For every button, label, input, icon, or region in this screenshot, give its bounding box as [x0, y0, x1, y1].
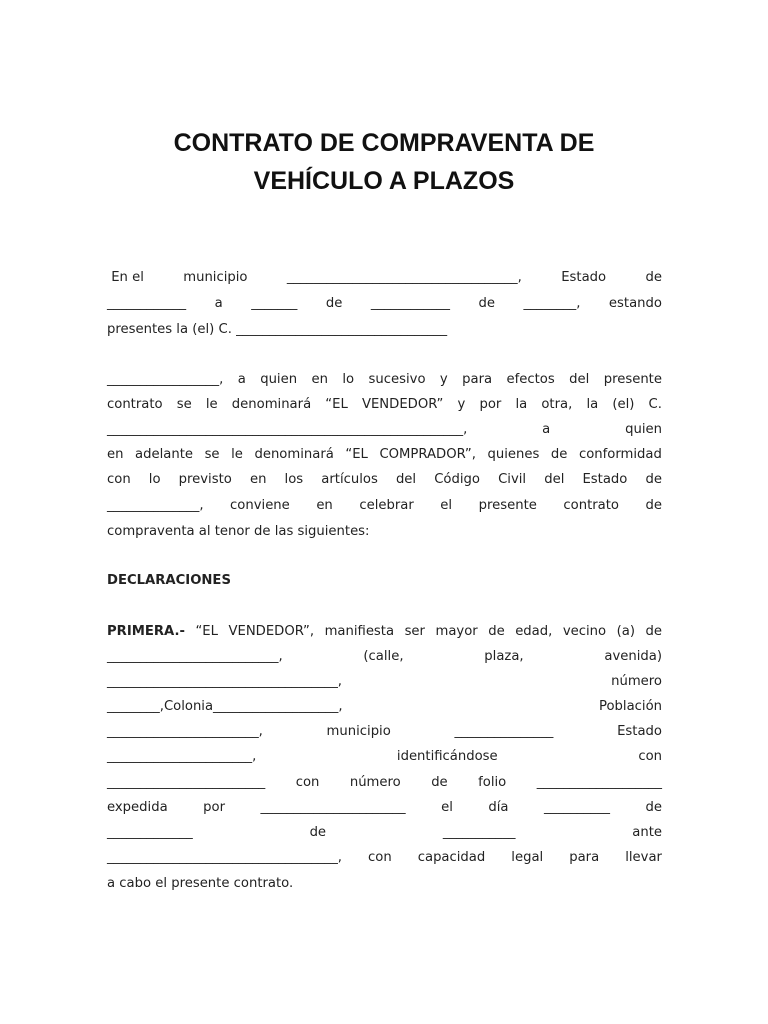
paragraph-1-line-3: presentes la (el) C. ________________________________	[107, 322, 448, 337]
paragraph-2-line-4: en adelante se le denominará “EL COMPRADOR”, quienes de conformidad	[107, 447, 662, 462]
primera-line-8: expedida por ______________________ el día __________ de	[107, 800, 662, 815]
primera-line-5: _______________________, municipio _______________ Estado	[107, 724, 662, 739]
paragraph-2-line-7: compraventa al tenor de las siguientes:	[107, 524, 370, 539]
declaraciones-heading: DECLARACIONES	[107, 573, 231, 588]
paragraph-1-line-1: En el municipio ___________________________________, Estado de	[107, 270, 662, 285]
paragraph-2-line-6: ______________, conviene en celebrar el presente contrato de	[107, 498, 662, 513]
primera-line-10: ___________________________________, con capacidad legal para llevar	[107, 850, 662, 865]
primera-line-11: a cabo el presente contrato.	[107, 876, 294, 891]
primera-line-4: ________,Colonia___________________, Población	[107, 699, 662, 714]
paragraph-2-line-1: _________________, a quien en lo sucesivo y para efectos del presente	[107, 372, 662, 387]
document-title	[0, 124, 768, 200]
primera-line-6: ______________________, identificándose con	[107, 749, 662, 764]
paragraph-2-line-2: contrato se le denominará “EL VENDEDOR” y por la otra, la (el) C.	[107, 397, 662, 412]
primera-line-2: __________________________, (calle, plaza, avenida)	[107, 649, 662, 664]
primera-line-7: ________________________ con número de folio ___________________	[107, 775, 662, 790]
paragraph-1-line-2: ____________ a _______ de ____________ de ________, estando	[107, 296, 662, 311]
primera-line-3: ___________________________________, número	[107, 674, 662, 689]
primera-line-1: PRIMERA.- “EL VENDEDOR”, manifiesta ser mayor de edad, vecino (a) de	[107, 624, 662, 644]
title-line-2: VEHÍCULO A PLAZOS	[253, 167, 515, 195]
paragraph-2-line-5: con lo previsto en los artículos del Código Civil del Estado de	[107, 472, 662, 487]
title-line-1: CONTRATO DE COMPRAVENTA DE	[173, 129, 595, 157]
paragraph-2-line-3: ______________________________________________________, a quien	[107, 422, 662, 437]
primera-line-9: _____________ de ___________ ante	[107, 825, 662, 840]
primera-label: PRIMERA.-	[107, 624, 185, 639]
